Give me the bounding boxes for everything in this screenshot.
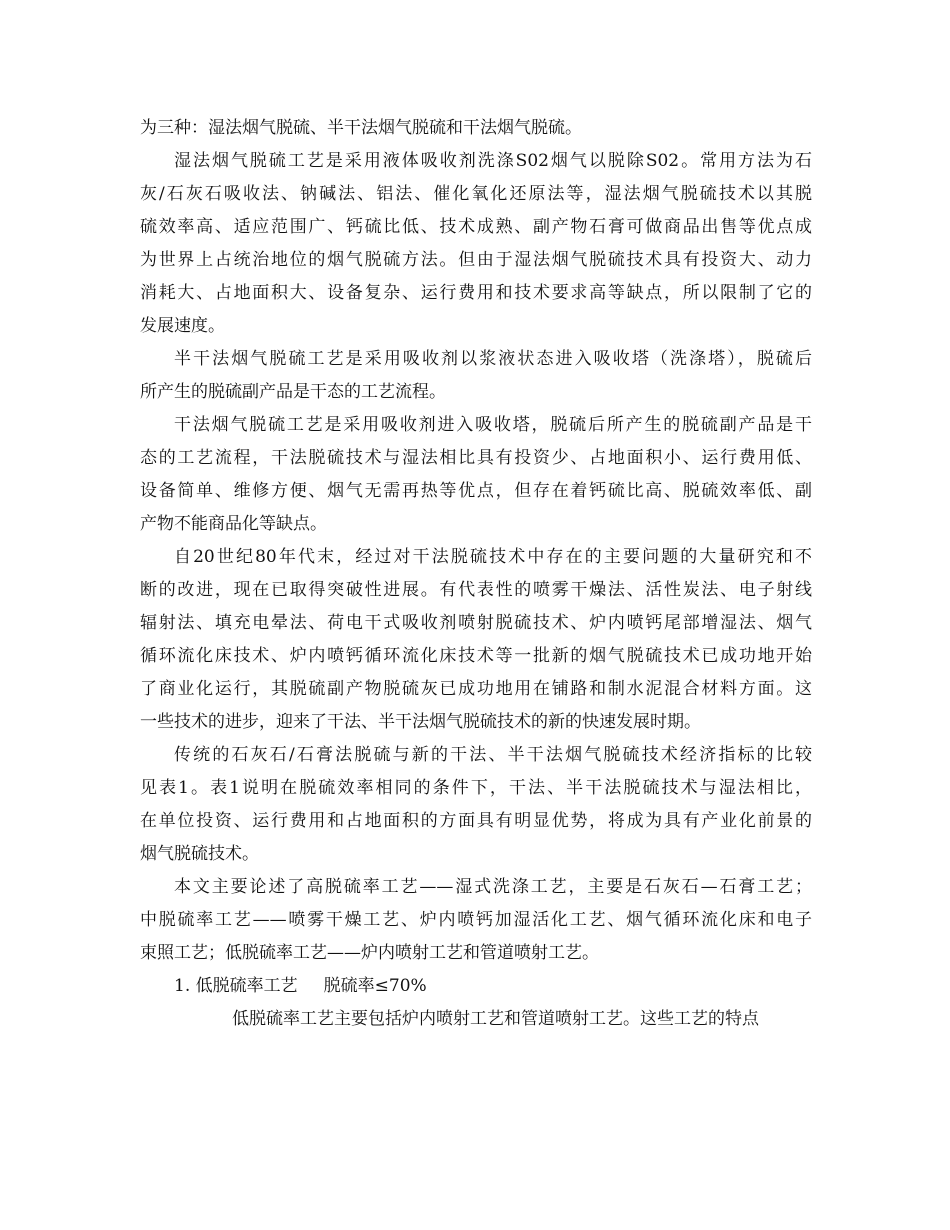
text-line: 发展速度。 — [140, 316, 225, 336]
paragraph-summary-line: 本文主要论述了高脱硫率工艺——湿式洗涤工艺，主要是石灰石—石膏工艺； — [174, 877, 812, 897]
text-line: 断的改进，现在已取得突破性进展。有代表性的喷雾干燥法、活性炭法、电子射线 — [140, 580, 812, 600]
document-page — [140, 112, 812, 1036]
text-line: 在单位投资、运行费用和占地面积的方面具有明显优势，将成为具有产业化前景的 — [140, 811, 812, 831]
text-line: 循环流化床技术、炉内喷钙循环流化床技术等一批新的烟气脱硫技术已成功地开始 — [140, 646, 812, 666]
text-line: 所产生的脱硫副产品是干态的工艺流程。 — [140, 382, 446, 402]
section-number: 1. — [174, 976, 191, 996]
text-line: 硫效率高、适应范围广、钙硫比低、技术成熟、副产物石膏可做商品出售等优点成 — [140, 217, 812, 237]
text-line: 态的工艺流程，干法脱硫技术与湿法相比具有投资少、占地面积小、运行费用低、 — [140, 448, 812, 468]
section-heading — [140, 970, 812, 1003]
text-line: 为三种：湿法烟气脱硫、半干法烟气脱硫和干法烟气脱硫。 — [140, 118, 582, 138]
text-line: 中脱硫率工艺——喷雾干燥工艺、炉内喷钙加湿活化工艺、烟气循环流化床和电子 — [140, 910, 812, 930]
text-line: 束照工艺；低脱硫率工艺——炉内喷射工艺和管道喷射工艺。 — [140, 943, 599, 963]
paragraph-semi-dry-line: 半干法烟气脱硫工艺是采用吸收剂以浆液状态进入吸收塔（洗涤塔），脱硫后 — [174, 349, 812, 369]
text-line: 设备简单、维修方便、烟气无需再热等优点，但存在着钙硫比高、脱硫效率低、副 — [140, 481, 812, 501]
paragraph-history-line: 自20世纪80年代末，经过对干法脱硫技术中存在的主要问题的大量研究和不 — [174, 547, 812, 567]
text-line: 辐射法、填充电晕法、荷电干式吸收剂喷射脱硫技术、炉内喷钙尾部增湿法、烟气 — [140, 613, 812, 633]
section-body-line: 低脱硫率工艺主要包括炉内喷射工艺和管道喷射工艺。这些工艺的特点 — [232, 1009, 759, 1029]
text-line: 灰/石灰石吸收法、钠碱法、铝法、催化氧化还原法等，湿法烟气脱硫技术以其脱 — [140, 184, 812, 204]
paragraph-comparison-line: 传统的石灰石/石膏法脱硫与新的干法、半干法烟气脱硫技术经济指标的比较 — [174, 745, 812, 765]
text-line: 消耗大、占地面积大、设备复杂、运行费用和技术要求高等缺点，所以限制了它的 — [140, 283, 812, 303]
section-title: 低脱硫率工艺 — [195, 976, 298, 996]
text-line: 见表1。表1说明在脱硫效率相同的条件下，干法、半干法脱硫技术与湿法相比， — [140, 778, 812, 798]
section-rate: 脱硫率≤70% — [323, 976, 427, 996]
text-line: 了商业化运行，其脱硫副产物脱硫灰已成功地用在铺路和制水泥混合材料方面。这 — [140, 679, 812, 699]
paragraph-dry-line: 干法烟气脱硫工艺是采用吸收剂进入吸收塔，脱硫后所产生的脱硫副产品是干 — [174, 415, 812, 435]
paragraph-wet-fgd-line: 湿法烟气脱硫工艺是采用液体吸收剂洗涤S02烟气以脱除S02。常用方法为石 — [174, 151, 812, 171]
text-line: 烟气脱硫技术。 — [140, 844, 259, 864]
text-line: 为世界上占统治地位的烟气脱硫方法。但由于湿法烟气脱硫技术具有投资大、动力 — [140, 250, 812, 270]
text-line: 产物不能商品化等缺点。 — [140, 514, 327, 534]
text-line: 一些技术的进步，迎来了干法、半干法烟气脱硫技术的新的快速发展时期。 — [140, 712, 701, 732]
